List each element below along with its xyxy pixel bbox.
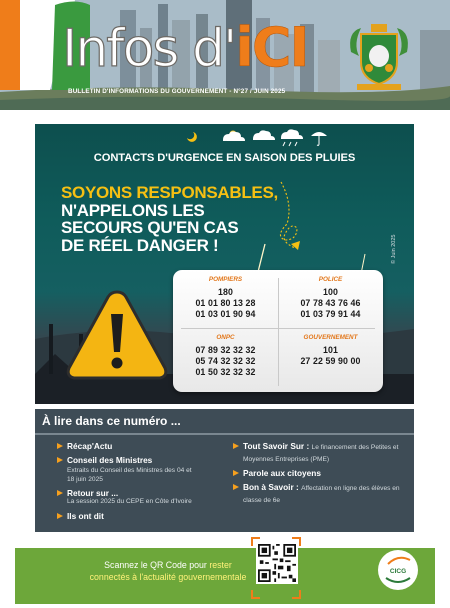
cta-highlight: rester connectés à l'actualité gouvernementale (89, 560, 247, 582)
item-title (243, 482, 408, 506)
title-thin-part: Infos d' (62, 19, 236, 79)
item-title: Ils ont dit (67, 511, 104, 521)
arrow-bullet-icon (57, 443, 63, 449)
warning-triangle-icon (65, 288, 169, 382)
phone-number: 05 74 32 32 32 (195, 356, 256, 366)
contact-gouvernement (278, 334, 383, 367)
qr-call-to-action (83, 560, 253, 583)
contents-item-bon-a-savoir[interactable] (243, 482, 408, 506)
poster-title: CONTACTS D'URGENCE EN SAISON DES PLUIES (93, 152, 356, 164)
title-bold-part: iCI (235, 16, 308, 79)
contents-item-tout-savoir[interactable] (243, 441, 408, 465)
service-name: POLICE (318, 276, 343, 283)
publication-title (62, 16, 308, 79)
phone-number: 01 03 01 90 94 (195, 309, 256, 319)
item-title: Récap'Actu (67, 441, 113, 451)
phone-number: 01 01 80 13 28 (195, 298, 256, 308)
phone-number: 100 (323, 287, 338, 297)
contact-pompiers (173, 276, 278, 320)
arrow-bullet-icon (233, 484, 239, 490)
service-name: ONPC (216, 334, 235, 341)
item-title-text: Tout Savoir Sur : (243, 441, 310, 451)
item-title: Conseil des Ministres (67, 455, 153, 465)
phone-number: 180 (218, 287, 233, 297)
arrow-bullet-icon (57, 490, 63, 496)
item-title: Retour sur ... (67, 488, 119, 498)
footer-banner (15, 548, 435, 604)
item-subtitle: Extraits du Conseil des Ministres des 04 et 18 juin 2025 (67, 467, 192, 483)
arrow-bullet-icon (233, 470, 239, 476)
phone-number: 101 (323, 345, 338, 355)
contact-onpc (173, 334, 278, 378)
poster-headline (61, 184, 321, 254)
item-inline-text: Affectation en ligne des élèves en classe de 6e (243, 485, 400, 504)
bulletin-tagline: BULLETIN D'INFORMATIONS DU GOUVERNEMENT - N°27 / JUIN 2025 (68, 88, 286, 95)
arrow-bullet-icon (57, 513, 63, 519)
phone-number: 07 89 32 32 32 (195, 345, 256, 355)
coat-of-arms-emblem (345, 22, 413, 94)
item-title: Parole aux citoyens (243, 468, 321, 478)
contents-divider (35, 433, 414, 435)
phone-number: 27 22 59 90 00 (300, 356, 361, 366)
contents-item-recap[interactable] (67, 441, 232, 451)
masthead-banner (0, 0, 450, 110)
table-of-contents (35, 409, 414, 532)
qr-code-icon[interactable] (256, 542, 298, 584)
card-divider-horizontal (181, 328, 375, 329)
arrow-bullet-icon (233, 443, 239, 449)
headline-line-3: SECOURS QU'EN CAS (61, 218, 239, 237)
phone-number: 01 03 79 91 44 (300, 309, 361, 319)
item-title (243, 441, 408, 465)
contents-item-retour[interactable] (67, 488, 232, 507)
headline-line-4: DE RÉEL DANGER ! (61, 235, 219, 255)
contents-item-ils-ont-dit[interactable] (67, 511, 232, 521)
cicg-logo-text: CICG (389, 568, 407, 575)
phone-number: 07 78 43 76 46 (300, 298, 361, 308)
item-subtitle: La session 2025 du CEPE en Côte d'Ivoire (67, 498, 192, 505)
cicg-logo (378, 550, 418, 590)
contents-item-parole[interactable] (243, 468, 408, 478)
item-inline-text: Le financement des Petites et Moyennes Entreprises (PME) (243, 444, 399, 463)
service-name: POMPIERS (208, 276, 243, 283)
contents-item-conseil[interactable] (67, 455, 232, 484)
phone-number: 01 50 32 32 32 (195, 367, 256, 377)
service-name: GOUVERNEMENT (303, 334, 358, 341)
headline-line-1: SOYONS RESPONSABLES, (61, 183, 278, 202)
cta-text: Scannez le QR Code pour (104, 560, 207, 570)
contact-police (278, 276, 383, 320)
headline-line-2: N'APPELONS LES (61, 200, 205, 220)
item-title-text: Bon à Savoir : (243, 482, 299, 492)
contents-heading: À lire dans ce numéro ... (42, 414, 181, 428)
emergency-contacts-poster (35, 124, 414, 404)
arrow-bullet-icon (57, 457, 63, 463)
poster-copyright: © Juin 2025 (391, 234, 397, 264)
emergency-numbers-card (173, 270, 383, 392)
